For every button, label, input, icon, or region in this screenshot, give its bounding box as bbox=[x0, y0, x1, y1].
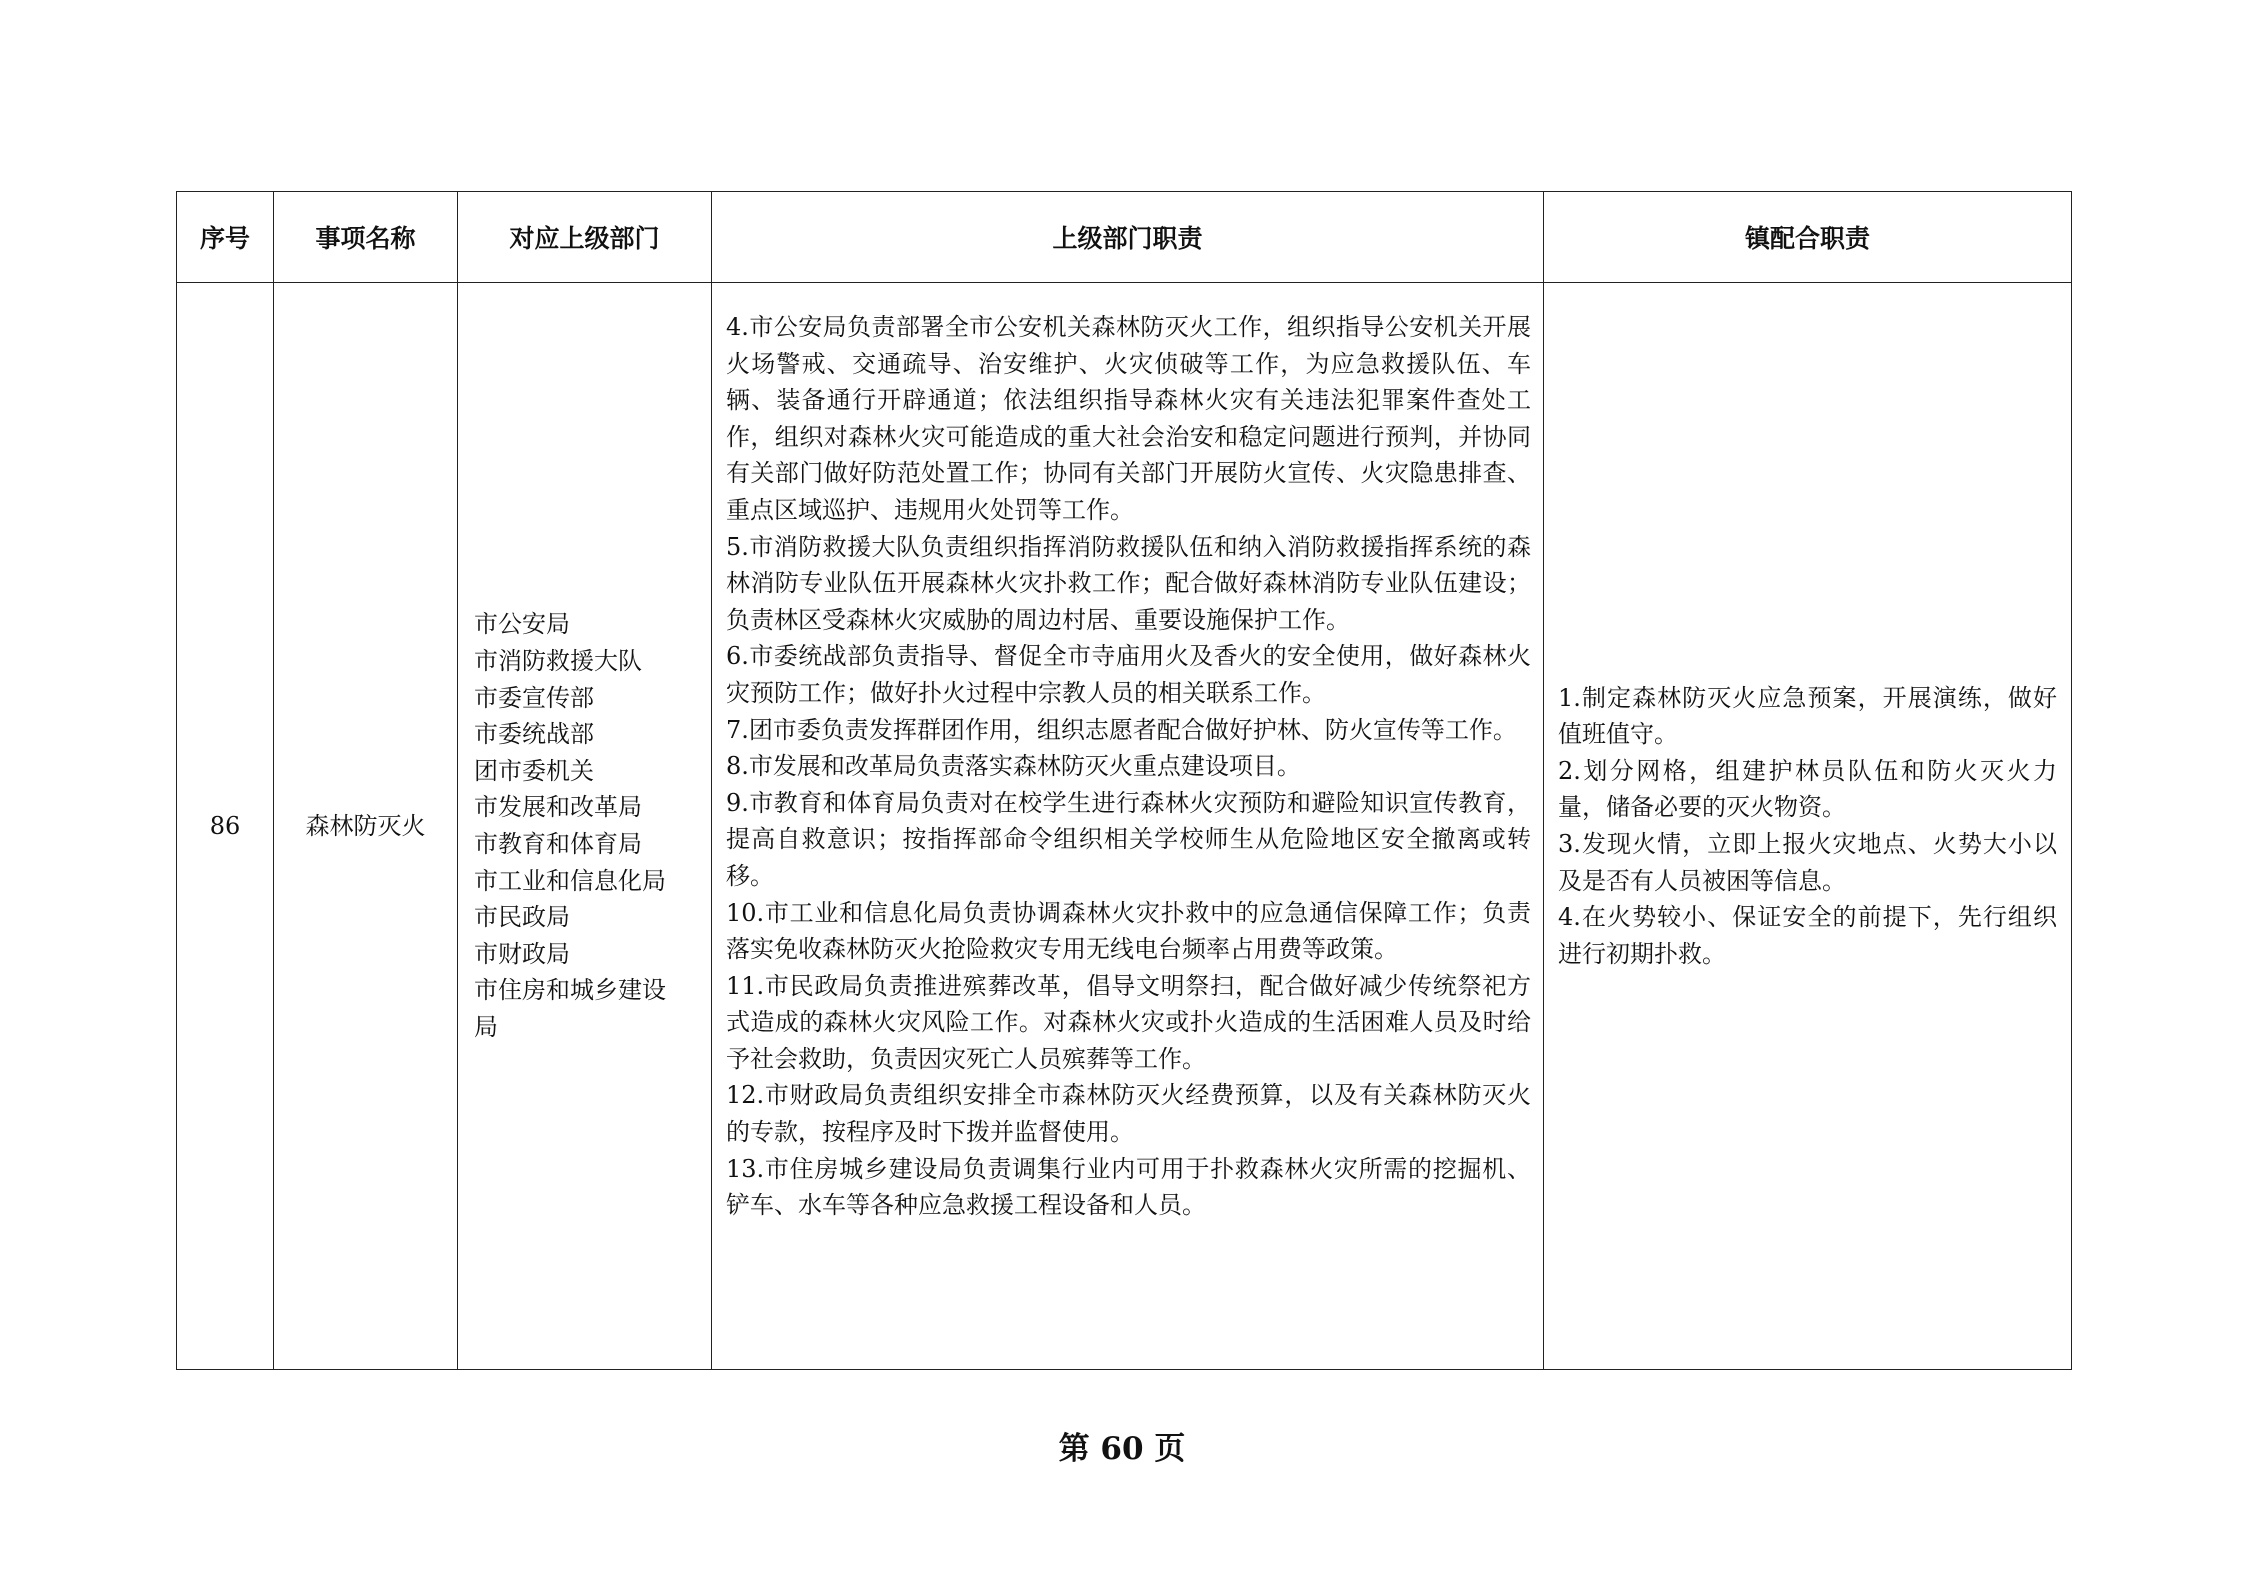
department-item: 市教育和体育局 bbox=[474, 830, 642, 858]
duty-paragraph: 11.市民政局负责推进殡葬改革，倡导文明祭扫，配合做好减少传统祭祀方式造成的森林火灾风险工作。对森林火灾或扑火造成的生活困难人员及时给予社会救助，负责因灾死亡人员殡葬等工作。 bbox=[726, 971, 1531, 1073]
department-item: 市发展和改革局 bbox=[474, 793, 642, 822]
header-seq: 序号 bbox=[177, 192, 274, 283]
row-seq: 86 bbox=[177, 283, 274, 1370]
town-duty-paragraph: 3.发现火情，立即上报火灾地点、火势大小以及是否有人员被困等信息。 bbox=[1558, 830, 2057, 895]
department-item: 市委宣传部 bbox=[474, 683, 594, 712]
town-duty-paragraph: 4.在火势较小、保证安全的前提下，先行组织进行初期扑救。 bbox=[1558, 903, 2057, 968]
duty-paragraph: 8.市发展和改革局负责落实森林防灭火重点建设项目。 bbox=[726, 752, 1301, 781]
header-superior-duties: 上级部门职责 bbox=[712, 192, 1544, 283]
row-departments bbox=[458, 283, 712, 1370]
header-row bbox=[177, 192, 2072, 283]
department-item: 市住房和城乡建设局 bbox=[474, 976, 666, 1041]
department-item: 市委统战部 bbox=[474, 720, 594, 749]
row-town-duties bbox=[1544, 283, 2072, 1370]
row-item-name: 森林防灭火 bbox=[274, 283, 458, 1370]
duty-paragraph: 4.市公安局负责部署全市公安机关森林防灭火工作，组织指导公安机关开展火场警戒、交通疏导、治安维护、火灾侦破等工作，为应急救援队伍、车辆、装备通行开辟通道；依法组织指导森林火灾有关违法犯罪案件查处工作，组织对森林火灾可能造成的重大社会治安和稳定问题进行预判，并协同有关部门做好防范处置工作；协同有关部门开展防火宣传、火灾隐患排查、重点区域巡护、违规用火处罚等工作。 bbox=[726, 313, 1531, 524]
department-item: 市消防救援大队 bbox=[474, 647, 642, 676]
department-item: 团市委机关 bbox=[474, 756, 594, 785]
department-item: 市民政局 bbox=[474, 903, 570, 932]
duty-paragraph: 9.市教育和体育局负责对在校学生进行森林火灾预防和避险知识宣传教育，提高自救意识；按指挥部命令组织相关学校师生从危险地区安全撤离或转移。 bbox=[726, 788, 1531, 890]
header-town-duties: 镇配合职责 bbox=[1544, 192, 2072, 283]
department-item: 市工业和信息化局 bbox=[474, 866, 666, 895]
duty-paragraph: 12.市财政局负责组织安排全市森林防灭火经费预算，以及有关森林防灭火的专款，按程序及时下拨并监督使用。 bbox=[726, 1081, 1531, 1147]
header-superior-department: 对应上级部门 bbox=[458, 192, 712, 283]
duty-paragraph: 5.市消防救援大队负责组织指挥消防救援队伍和纳入消防救援指挥系统的森林消防专业队伍开展森林火灾扑救工作；配合做好森林消防专业队伍建设；负责林区受森林火灾威胁的周边村居、重要设施保护工作。 bbox=[726, 532, 1531, 634]
department-item: 市财政局 bbox=[474, 939, 570, 968]
duty-paragraph: 7.团市委负责发挥群团作用，组织志愿者配合做好护林、防火宣传等工作。 bbox=[726, 715, 1517, 744]
duty-paragraph: 13.市住房城乡建设局负责调集行业内可用于扑救森林火灾所需的挖掘机、铲车、水车等各种应急救援工程设备和人员。 bbox=[726, 1154, 1531, 1220]
town-duty-paragraph: 1.制定森林防灭火应急预案，开展演练，做好值班值守。 bbox=[1558, 683, 2057, 749]
duty-table bbox=[176, 191, 2072, 1370]
duty-paragraph: 6.市委统战部负责指导、督促全市寺庙用火及香火的安全使用，做好森林火灾预防工作；做好扑火过程中宗教人员的相关联系工作。 bbox=[726, 642, 1531, 707]
department-item: 市公安局 bbox=[474, 610, 570, 639]
table-row bbox=[177, 283, 2072, 1370]
header-item-name: 事项名称 bbox=[274, 192, 458, 283]
page-number: 第 60 页 bbox=[1058, 1431, 1186, 1467]
row-superior-duties bbox=[712, 283, 1544, 1370]
town-duty-paragraph: 2.划分网格，组建护林员队伍和防火灭火力量，储备必要的灭火物资。 bbox=[1558, 756, 2057, 822]
duty-paragraph: 10.市工业和信息化局负责协调森林火灾扑救中的应急通信保障工作；负责落实免收森林防灭火抢险救灾专用无线电台频率占用费等政策。 bbox=[726, 898, 1531, 964]
